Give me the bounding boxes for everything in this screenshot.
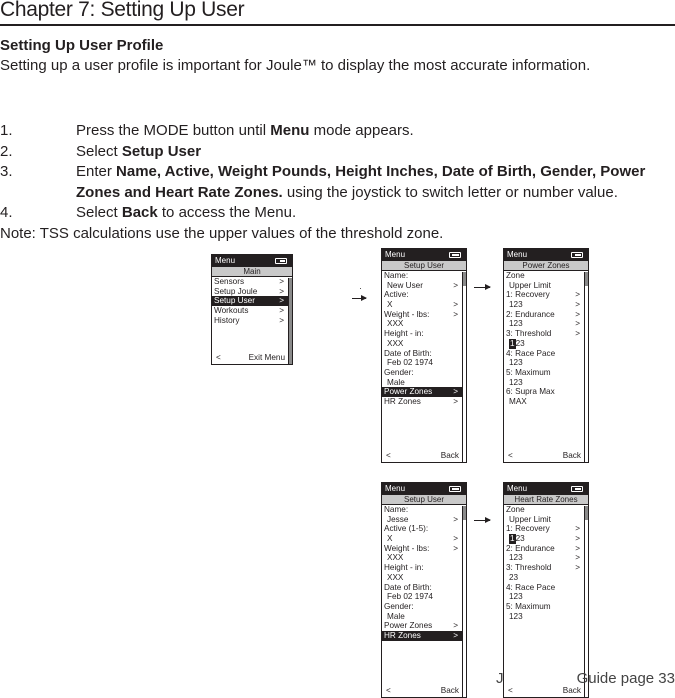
list-item[interactable] (382, 281, 466, 291)
step-text: Press the MODE button until (76, 122, 271, 139)
flow-arrow-icon (352, 298, 366, 299)
screen-title: Power Zones (504, 261, 588, 271)
list-item-label: Jesse (387, 514, 409, 524)
back-button[interactable]: Back (440, 686, 459, 695)
list-item (382, 290, 466, 300)
note: Note: TSS calculations use the upper values of the threshold zone. (0, 224, 444, 242)
list-item[interactable] (212, 277, 292, 287)
list-item (382, 339, 466, 349)
screen-title: Setup User (382, 261, 466, 271)
device-topbar (382, 483, 466, 495)
chevron-right-icon: > (575, 300, 580, 310)
list-item[interactable] (212, 306, 292, 316)
list-item-label: XXX (387, 338, 404, 348)
step-4 (0, 203, 675, 224)
footer-fragment: J (496, 670, 504, 687)
list-item-label: Height - in: (384, 329, 424, 339)
list-item-label: 4: Race Pace (506, 582, 556, 592)
list-item-label: Height - in: (384, 563, 424, 573)
list-item-label: Setup Joule (214, 286, 258, 296)
chevron-right-icon: > (575, 309, 580, 319)
edit-cursor: 1 (510, 338, 515, 348)
list-item-label: 5: Maximum (506, 367, 551, 377)
battery-icon (571, 252, 583, 258)
screen-footer (214, 353, 286, 363)
list-item[interactable] (504, 300, 588, 310)
list-item-label: Active: (384, 290, 409, 300)
screen-title: Setup User (382, 495, 466, 505)
list-item[interactable] (212, 316, 292, 326)
stray-dot (360, 288, 361, 289)
list-item[interactable] (504, 329, 588, 339)
list-item-label: Name: (384, 505, 409, 514)
chevron-right-icon: > (575, 319, 580, 329)
list-item (504, 602, 588, 612)
intro-text: Setting up a user profile is important for Joule™ to display the most accurate information. (0, 57, 591, 74)
list-item-label: 3: Threshold (506, 329, 552, 339)
list-item[interactable] (212, 296, 292, 306)
screen-setup-user-power (381, 248, 467, 463)
flow-arrow-icon (474, 287, 490, 288)
chevron-right-icon: > (575, 290, 580, 300)
scrollbar[interactable] (462, 506, 466, 697)
scrollbar[interactable] (584, 272, 588, 462)
list-item[interactable] (504, 553, 588, 563)
menu-header-label: Menu (215, 256, 236, 265)
list-item[interactable] (382, 544, 466, 554)
chevron-right-icon: > (453, 543, 458, 553)
screen-title: Main (212, 267, 292, 277)
list-item (382, 563, 466, 573)
step-bold: Name, Active, Weight Pounds, Height Inches, Date of Birth, Gender, Power Zones and Heart Rate Zones. (76, 163, 646, 201)
step-number: 1. (0, 122, 13, 139)
list-item-label: Upper Limit (509, 280, 551, 290)
back-button[interactable]: Back (562, 686, 581, 695)
chevron-right-icon: > (279, 306, 284, 316)
list-item-label: 4: Race Pace (506, 348, 556, 358)
chevron-right-icon: > (279, 315, 284, 325)
step-text: mode appears. (309, 122, 414, 139)
list-item-label: Power Zones (384, 621, 433, 631)
list-item-label: 3: Threshold (506, 563, 552, 573)
list-item (382, 368, 466, 378)
list-item-label: 123 (509, 592, 523, 602)
battery-icon (571, 486, 583, 492)
step-1 (0, 121, 675, 142)
list-item-label: Active (1-5): (384, 524, 429, 534)
menu-header-label: Menu (385, 484, 406, 493)
list-item-label: XXX (387, 319, 404, 329)
page-number: Guide page 33 (576, 670, 675, 687)
list-item (504, 358, 588, 368)
screen-setup-user-hr (381, 482, 467, 698)
list-item (382, 358, 466, 368)
list-item-label: History (214, 315, 240, 325)
step-text: to access the Menu. (157, 204, 297, 221)
list-item-label: XXX (387, 572, 404, 582)
back-arrow-icon[interactable]: < (508, 451, 513, 460)
device-topbar (212, 255, 292, 267)
step-text: using the joystick to switch letter or number value. (282, 183, 618, 201)
list-item (382, 329, 466, 339)
list-item (382, 612, 466, 622)
step-bold: Setup User (121, 142, 202, 160)
chevron-right-icon: > (279, 286, 284, 296)
list-item-label: 1: Recovery (506, 524, 550, 534)
list-item-label: 2: Endurance (506, 543, 555, 553)
step-bold: Back (121, 204, 158, 221)
list-item[interactable] (382, 310, 466, 320)
list-item (504, 378, 588, 388)
screen-title: Heart Rate Zones (504, 495, 588, 505)
back-arrow-icon[interactable]: < (386, 451, 391, 460)
list-item-label: 123 (509, 611, 523, 621)
list-item (504, 339, 588, 349)
flow-arrow-icon (474, 520, 490, 521)
list-item (382, 271, 466, 281)
list-item[interactable] (504, 534, 588, 544)
chevron-right-icon: > (575, 553, 580, 563)
list-item (504, 515, 588, 525)
scrollbar[interactable] (462, 272, 466, 462)
list-item-label: 5: Maximum (506, 601, 551, 611)
list-item (382, 378, 466, 388)
scrollbar[interactable] (584, 506, 588, 697)
step-text: Select (76, 204, 122, 221)
list-item (504, 387, 588, 397)
list-item (382, 573, 466, 583)
list-item-label: Weight - lbs: (384, 309, 430, 319)
list-item[interactable] (504, 524, 588, 534)
list-item (504, 583, 588, 593)
step-text: Select (76, 142, 122, 160)
list-item[interactable] (504, 290, 588, 300)
chevron-right-icon: > (575, 563, 580, 573)
device-topbar (382, 249, 466, 261)
list-item (504, 281, 588, 291)
list-item[interactable] (382, 631, 466, 641)
list-item (382, 319, 466, 329)
battery-icon (275, 258, 287, 264)
list-item[interactable] (504, 563, 588, 573)
list-item-label: Date of Birth: (384, 348, 432, 358)
list-item-label: Power Zones (384, 387, 433, 397)
list-item (382, 583, 466, 593)
battery-icon (449, 252, 461, 258)
list-item-label: 123 (509, 300, 523, 310)
screen-footer (384, 451, 460, 461)
chevron-right-icon: > (575, 329, 580, 339)
menu-header-label: Menu (385, 250, 406, 259)
chevron-right-icon: > (453, 387, 458, 397)
screen-footer (506, 451, 582, 461)
list-item-label: HR Zones (384, 630, 421, 640)
list-item-label: Sensors (214, 277, 245, 286)
list-item-label: 6: Supra Max (506, 387, 555, 397)
step-number: 3. (0, 163, 13, 180)
list-item-label: Zone (506, 271, 525, 280)
chevron-right-icon: > (279, 277, 284, 286)
list-item-label: 123 (509, 553, 523, 563)
device-topbar (504, 483, 588, 495)
step-list (0, 121, 675, 244)
list-item (504, 612, 588, 622)
list-item-label: Male (387, 377, 405, 387)
list-item-label: 123 (509, 358, 523, 368)
back-button[interactable]: Back (562, 451, 581, 460)
list-item[interactable] (212, 287, 292, 297)
screen-main-menu (211, 254, 293, 365)
list-item-label: Upper Limit (509, 514, 551, 524)
list-item-label: 23 (509, 572, 519, 582)
list-item (382, 349, 466, 359)
chevron-right-icon: > (575, 534, 580, 544)
list-item-label: X (387, 300, 393, 310)
list-item-label: New User (387, 280, 423, 290)
list-item-label: Feb 02 1974 (387, 358, 433, 368)
list-item-label: XXX (387, 553, 404, 563)
screen-heart-rate-zones (503, 482, 589, 698)
list-item (382, 524, 466, 534)
chevron-right-icon: > (453, 280, 458, 290)
list-item[interactable] (504, 544, 588, 554)
step-2 (0, 142, 675, 163)
list-item-label: MAX (509, 396, 527, 406)
list-item-label: HR Zones (384, 396, 421, 406)
list-item[interactable] (382, 515, 466, 525)
list-item-label: 2: Endurance (506, 309, 555, 319)
chevron-right-icon: > (453, 630, 458, 640)
list-item-label: Setup User (214, 296, 255, 306)
zone-list (504, 271, 588, 407)
chapter-rule (0, 24, 675, 26)
list-item-label: Male (387, 611, 405, 621)
chevron-right-icon: > (279, 296, 284, 306)
step-number: 4. (0, 204, 13, 221)
list-item (504, 349, 588, 359)
list-item[interactable] (382, 397, 466, 407)
chevron-right-icon: > (453, 309, 458, 319)
edit-cursor: 1 (510, 534, 515, 544)
exit-menu-button[interactable]: Exit Menu (248, 353, 285, 362)
back-arrow-icon[interactable]: < (508, 686, 513, 695)
list-item-label: Gender: (384, 601, 414, 611)
list-item (382, 553, 466, 563)
chevron-right-icon: > (453, 396, 458, 406)
list-item (504, 592, 588, 602)
list-item (382, 592, 466, 602)
chevron-right-icon: > (453, 514, 458, 524)
back-arrow-icon[interactable]: < (386, 686, 391, 695)
chapter-title: Chapter 7: Setting Up User (0, 0, 245, 21)
settings-list (382, 505, 466, 641)
list-item (504, 573, 588, 583)
back-arrow-icon[interactable]: < (216, 353, 221, 362)
list-item (382, 505, 466, 515)
section-title: Setting Up User Profile (0, 37, 164, 54)
list-item (504, 271, 588, 281)
list-item-label: Gender: (384, 367, 414, 377)
device-topbar (504, 249, 588, 261)
menu-header-label: Menu (507, 250, 528, 259)
list-item[interactable] (504, 310, 588, 320)
chevron-right-icon: > (575, 524, 580, 534)
list-item[interactable] (382, 621, 466, 631)
list-item[interactable] (382, 387, 466, 397)
zone-list (504, 505, 588, 621)
list-item (504, 397, 588, 407)
screen-footer (384, 686, 460, 696)
list-item-label: Zone (506, 505, 525, 514)
list-item-label: 23 (515, 338, 525, 348)
list-item-label: 123 (509, 319, 523, 329)
list-item (504, 368, 588, 378)
battery-icon (449, 486, 461, 492)
list-item-label: 1: Recovery (506, 290, 550, 300)
menu-list (212, 277, 292, 325)
list-item-label: 23 (515, 534, 525, 544)
list-item-label: Date of Birth: (384, 582, 432, 592)
step-text: Enter (76, 163, 117, 180)
step-number: 2. (0, 142, 13, 160)
step-3 (0, 162, 675, 203)
list-item-label: Weight - lbs: (384, 543, 430, 553)
step-bold: Menu (270, 122, 310, 139)
list-item (504, 505, 588, 515)
list-item[interactable] (504, 319, 588, 329)
menu-header-label: Menu (507, 484, 528, 493)
chevron-right-icon: > (453, 300, 458, 310)
list-item[interactable] (382, 300, 466, 310)
list-item-label: Workouts (214, 306, 249, 316)
screen-footer (506, 686, 582, 696)
list-item-label: X (387, 534, 393, 544)
settings-list (382, 271, 466, 407)
back-button[interactable]: Back (440, 451, 459, 460)
chevron-right-icon: > (453, 621, 458, 631)
list-item-label: Feb 02 1974 (387, 592, 433, 602)
scrollbar[interactable] (288, 278, 292, 364)
chevron-right-icon: > (453, 534, 458, 544)
list-item (382, 602, 466, 612)
list-item-label: Name: (384, 271, 409, 280)
chevron-right-icon: > (575, 543, 580, 553)
screen-power-zones (503, 248, 589, 463)
list-item-label: 123 (509, 377, 523, 387)
list-item[interactable] (382, 534, 466, 544)
